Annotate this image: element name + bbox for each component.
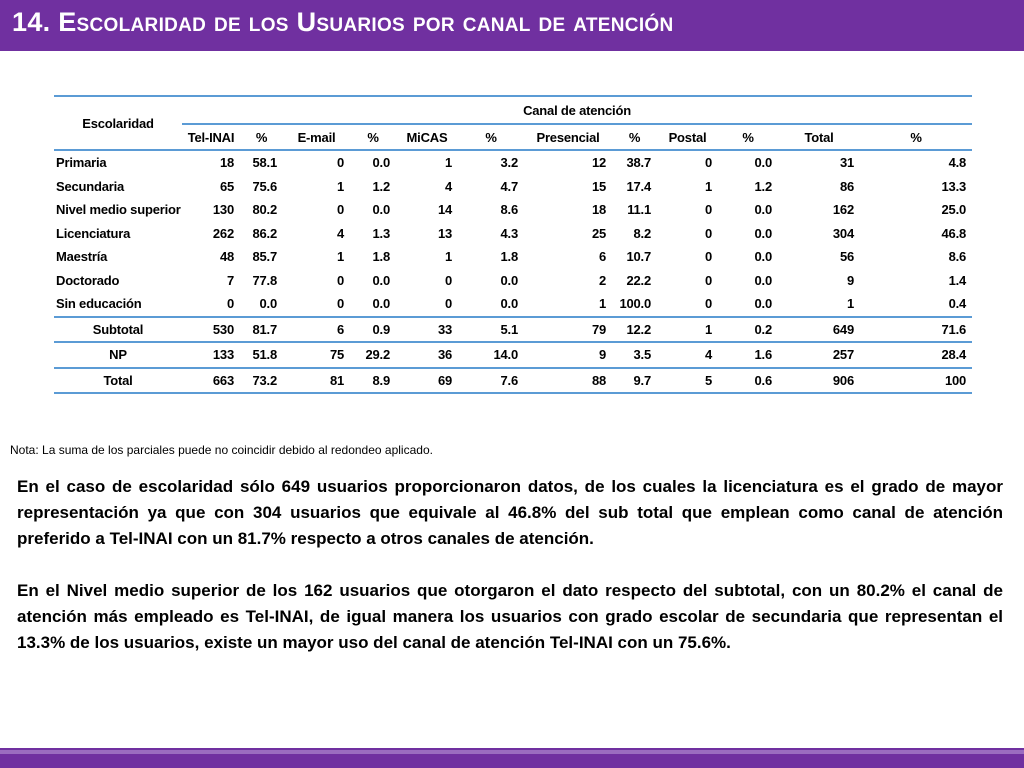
table-cell: 81 [283, 368, 350, 394]
table-cell: 86.2 [252, 225, 277, 241]
table-cell: 262 [212, 225, 234, 241]
title-bar [0, 0, 1024, 51]
table-cell: 0 [704, 202, 712, 218]
table-cell: 3.2 [500, 155, 518, 171]
table-body [54, 150, 972, 393]
table-cell: 51.8 [240, 342, 283, 368]
table-row [54, 150, 972, 175]
table-cell: 29.2 [350, 342, 396, 368]
table-cell: 13.3 [941, 178, 967, 194]
table-cell: 7.6 [458, 368, 524, 394]
table-cell: 0.0 [754, 202, 772, 218]
table-cell: 0.0 [500, 296, 518, 312]
table-cell: 4 [444, 178, 452, 194]
table-cell: 2 [598, 272, 606, 288]
table-cell: 304 [832, 225, 854, 241]
table-cell: 0 [704, 296, 712, 312]
table-cell: 1 [846, 296, 854, 312]
table-row [54, 317, 972, 343]
table-cell: 46.8 [941, 225, 967, 241]
table-cell: 7 [226, 272, 234, 288]
table-cell: 58.1 [252, 155, 277, 171]
table-cell: 1.2 [372, 178, 390, 194]
col-header: % [350, 124, 396, 150]
table-cell: 0.0 [372, 296, 390, 312]
table-cell: 4 [657, 342, 718, 368]
data-table [54, 95, 972, 394]
table-cell: 0.0 [259, 296, 277, 312]
table-cell: 14 [437, 202, 452, 218]
table-cell: 0 [444, 272, 452, 288]
row-label: Primaria [56, 155, 107, 171]
row-header: Escolaridad [54, 96, 182, 150]
table-cell: 4.8 [948, 155, 967, 171]
table-cell: 65 [219, 178, 234, 194]
table-cell: 69 [396, 368, 458, 394]
table-note: Nota: La suma de los parciales puede no coincidir debido al redondeo aplicado. [10, 443, 433, 457]
table-cell: 9.7 [612, 368, 657, 394]
table-cell: 8.6 [500, 202, 518, 218]
table-cell: 28.4 [860, 342, 972, 368]
table-cell: 1 [704, 178, 712, 194]
table-cell: 79 [524, 317, 612, 343]
table-cell: 75 [283, 342, 350, 368]
row-label: NP [54, 342, 182, 368]
table-cell: 0 [336, 296, 344, 312]
table-cell: 22.2 [626, 272, 651, 288]
footer-stripe [0, 750, 1024, 754]
table-cell: 0 [444, 296, 452, 312]
table-cell: 130 [212, 202, 234, 218]
row-label: Maestría [56, 249, 108, 265]
col-header: E-mail [283, 124, 350, 150]
row-label: Doctorado [56, 272, 120, 288]
table-cell: 88 [524, 368, 612, 394]
table-cell: 1.8 [372, 249, 390, 265]
table-cell: 0.0 [372, 155, 390, 171]
col-header: % [718, 124, 778, 150]
table-cell: 663 [182, 368, 240, 394]
table-row [54, 269, 972, 293]
table-cell: 0.4 [948, 296, 967, 312]
table-row [54, 342, 972, 368]
page-title: 14. Escolaridad de los Usuarios por canal de atención [12, 7, 674, 37]
col-header: Total [778, 124, 860, 150]
table-cell: 25 [591, 225, 606, 241]
table-cell: 10.7 [626, 249, 651, 265]
table-cell: 4.3 [500, 225, 518, 241]
table-cell: 86 [839, 178, 854, 194]
col-header: % [860, 124, 972, 150]
table-cell: 1 [598, 296, 606, 312]
table-row [54, 368, 972, 394]
table-cell: 1 [444, 155, 452, 171]
paragraph: En el Nivel medio superior de los 162 usuarios que otorgaron el dato respecto del subtotal, con un 80.2% el canal de atención más empleado es Tel-INAI, de igual manera los usuarios con grado escolar de secundaria que representan el 13.3% de los usuarios, existe un mayor uso del canal de atención Tel-INAI con un 75.6%. [17, 581, 1003, 652]
table-cell: 530 [182, 317, 240, 343]
table-cell: 0 [336, 272, 344, 288]
col-header: % [240, 124, 283, 150]
table-cell: 100.0 [619, 296, 651, 312]
table-cell: 1 [657, 317, 718, 343]
table-cell: 0.0 [754, 155, 772, 171]
table-cell: 100 [860, 368, 972, 394]
row-label: Secundaria [56, 178, 125, 194]
table-cell: 31 [839, 155, 854, 171]
row-label: Total [54, 368, 182, 394]
table-cell: 38.7 [626, 155, 651, 171]
table-cell: 4.7 [500, 178, 518, 194]
table-cell: 0 [704, 272, 712, 288]
table-cell: 162 [832, 202, 854, 218]
table-cell: 17.4 [626, 178, 651, 194]
table-cell: 133 [182, 342, 240, 368]
table-cell: 0 [336, 155, 344, 171]
table-cell: 12.2 [612, 317, 657, 343]
col-header: MiCAS [396, 124, 458, 150]
row-label: Subtotal [54, 317, 182, 343]
table-cell: 0.9 [350, 317, 396, 343]
col-header: Postal [657, 124, 718, 150]
table-cell: 73.2 [240, 368, 283, 394]
table-cell: 9 [846, 272, 854, 288]
table-cell: 906 [778, 368, 860, 394]
col-header: % [612, 124, 657, 150]
table-cell: 4 [336, 225, 344, 241]
table-cell: 8.9 [350, 368, 396, 394]
table-cell: 33 [396, 317, 458, 343]
footer-bar [0, 748, 1024, 768]
table-cell: 0 [704, 155, 712, 171]
table-cell: 0.2 [718, 317, 778, 343]
table-cell: 18 [591, 202, 606, 218]
table-cell: 0.0 [372, 272, 390, 288]
col-header: Tel-INAI [182, 124, 240, 150]
table-cell: 0 [336, 202, 344, 218]
table-cell: 0 [704, 225, 712, 241]
col-header: % [458, 124, 524, 150]
table-cell: 0 [704, 249, 712, 265]
table-cell: 1.6 [718, 342, 778, 368]
table-cell: 0.0 [500, 272, 518, 288]
table-cell: 257 [778, 342, 860, 368]
table-cell: 1 [336, 178, 344, 194]
group-header: Canal de atención [182, 96, 972, 124]
table-cell: 0 [226, 296, 234, 312]
table-cell: 12 [591, 155, 606, 171]
table-cell: 8.6 [948, 249, 967, 265]
table-cell: 14.0 [458, 342, 524, 368]
table-cell: 1.3 [372, 225, 390, 241]
table-row [54, 222, 972, 246]
table-cell: 0.6 [718, 368, 778, 394]
table-cell: 18 [219, 155, 234, 171]
table-cell: 5.1 [458, 317, 524, 343]
table-cell: 13 [437, 225, 452, 241]
table-cell: 1.4 [948, 272, 967, 288]
table-cell: 6 [598, 249, 606, 265]
table-cell: 0.0 [372, 202, 390, 218]
table-row [54, 198, 972, 222]
table-cell: 6 [283, 317, 350, 343]
table-cell: 36 [396, 342, 458, 368]
table-row [54, 175, 972, 199]
table-cell: 0.0 [754, 272, 772, 288]
table-cell: 77.8 [252, 272, 277, 288]
table-cell: 8.2 [633, 225, 651, 241]
table-cell: 0.0 [754, 225, 772, 241]
table-cell: 48 [219, 249, 234, 265]
column-headers [54, 124, 972, 150]
table-cell: 1 [444, 249, 452, 265]
table-cell: 5 [657, 368, 718, 394]
row-label: Licenciatura [56, 225, 131, 241]
table-cell: 9 [524, 342, 612, 368]
table-cell: 56 [839, 249, 854, 265]
table-cell: 25.0 [941, 202, 967, 218]
col-header: Presencial [524, 124, 612, 150]
table-cell: 649 [778, 317, 860, 343]
row-label: Nivel medio superior [56, 202, 181, 218]
table-cell: 85.7 [252, 249, 277, 265]
table-cell: 1.2 [754, 178, 772, 194]
table-cell: 15 [591, 178, 606, 194]
table-cell: 0.0 [754, 249, 772, 265]
table-cell: 80.2 [252, 202, 277, 218]
table-cell: 1 [336, 249, 344, 265]
table-cell: 1.8 [500, 249, 518, 265]
table-row [54, 245, 972, 269]
table-cell: 0.0 [754, 296, 772, 312]
table-cell: 81.7 [240, 317, 283, 343]
table-cell: 3.5 [612, 342, 657, 368]
table-cell: 71.6 [860, 317, 972, 343]
table-row [54, 292, 972, 317]
row-label: Sin educación [56, 296, 142, 312]
table-cell: 11.1 [627, 202, 651, 218]
table-cell: 75.6 [252, 178, 277, 194]
paragraph: En el caso de escolaridad sólo 649 usuarios proporcionaron datos, de los cuales la licenciatura es el grado de mayor representación ya que con 304 usuarios que equivale al 46.8% del sub total que emplean como canal de atención preferido a Tel-INAI con un 81.7% respecto a otros canales de atención. [17, 477, 1003, 548]
